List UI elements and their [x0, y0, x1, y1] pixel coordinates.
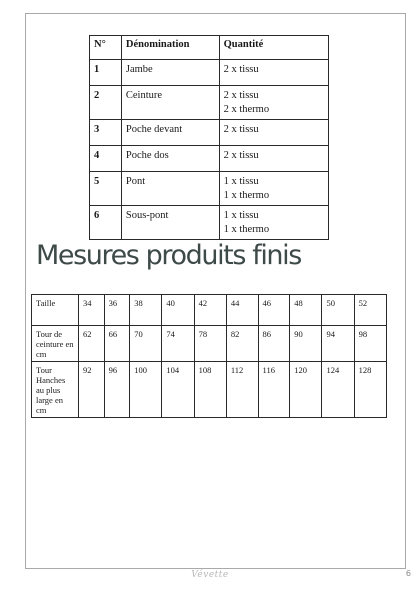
section-title: Mesures produits finis [36, 240, 301, 271]
piece-name: Pont [121, 172, 219, 206]
hips-cell: 116 [258, 362, 290, 418]
hips-cell: 128 [354, 362, 386, 418]
waist-cell: 62 [79, 326, 105, 362]
size-cell: 46 [258, 295, 290, 326]
waist-cell: 90 [290, 326, 322, 362]
size-cell: 36 [104, 295, 130, 326]
hips-cell: 92 [79, 362, 105, 418]
brand-logo: Vévette [191, 570, 229, 580]
waist-row [32, 326, 387, 362]
piece-number: 2 [90, 86, 122, 120]
size-cell: 42 [194, 295, 226, 326]
waist-cell: 70 [130, 326, 162, 362]
quantity-line: 2 x tissu [223, 150, 259, 161]
page-number: 6 [405, 569, 411, 578]
pattern-pieces-table [89, 35, 329, 240]
piece-quantity [219, 60, 328, 86]
quantity-line: 1 x thermo [223, 224, 270, 235]
size-cell: 34 [79, 295, 105, 326]
piece-quantity [219, 146, 328, 172]
finished-measurements-table [31, 294, 387, 418]
hips-cell: 108 [194, 362, 226, 418]
header-number: N° [90, 36, 122, 60]
quantity-line: 2 x tissu [223, 64, 259, 75]
table-row [90, 172, 329, 206]
waist-cell: 66 [104, 326, 130, 362]
hips-cell: 120 [290, 362, 322, 418]
waist-cell: 78 [194, 326, 226, 362]
hips-cell: 104 [162, 362, 194, 418]
size-cell: 38 [130, 295, 162, 326]
table-row [90, 146, 329, 172]
header-name: Dénomination [121, 36, 219, 60]
piece-name: Ceinture [121, 86, 219, 120]
waist-cell: 82 [226, 326, 258, 362]
quantity-line: 2 x tissu [223, 90, 259, 101]
quantity-line: 2 x thermo [223, 104, 270, 115]
table-row [90, 120, 329, 146]
pieces-header-row [90, 36, 329, 60]
size-cell: 50 [322, 295, 354, 326]
piece-name: Poche dos [121, 146, 219, 172]
hips-cell: 96 [104, 362, 130, 418]
piece-name: Poche devant [121, 120, 219, 146]
row-label: Tour de ceinture en cm [32, 326, 79, 362]
row-label: Tour Hanches au plus large en cm [32, 362, 79, 418]
size-cell: 48 [290, 295, 322, 326]
piece-quantity [219, 206, 328, 240]
quantity-line: 1 x tissu [223, 176, 259, 187]
quantity-line: 2 x tissu [223, 124, 259, 135]
piece-quantity [219, 172, 328, 206]
piece-number: 6 [90, 206, 122, 240]
piece-number: 4 [90, 146, 122, 172]
piece-number: 1 [90, 60, 122, 86]
piece-name: Jambe [121, 60, 219, 86]
piece-number: 5 [90, 172, 122, 206]
hips-cell: 100 [130, 362, 162, 418]
size-cell: 52 [354, 295, 386, 326]
waist-cell: 74 [162, 326, 194, 362]
header-quantity: Quantité [219, 36, 328, 60]
table-row [90, 86, 329, 120]
size-cell: 40 [162, 295, 194, 326]
piece-quantity [219, 86, 328, 120]
row-label: Taille [32, 295, 79, 326]
piece-quantity [219, 120, 328, 146]
waist-cell: 98 [354, 326, 386, 362]
table-row [90, 206, 329, 240]
hips-row [32, 362, 387, 418]
table-row [90, 60, 329, 86]
hips-cell: 124 [322, 362, 354, 418]
quantity-line: 1 x tissu [223, 210, 259, 221]
waist-cell: 94 [322, 326, 354, 362]
waist-cell: 86 [258, 326, 290, 362]
hips-cell: 112 [226, 362, 258, 418]
piece-name: Sous-pont [121, 206, 219, 240]
quantity-line: 1 x thermo [223, 190, 270, 201]
size-cell: 44 [226, 295, 258, 326]
piece-number: 3 [90, 120, 122, 146]
sizes-row [32, 295, 387, 326]
